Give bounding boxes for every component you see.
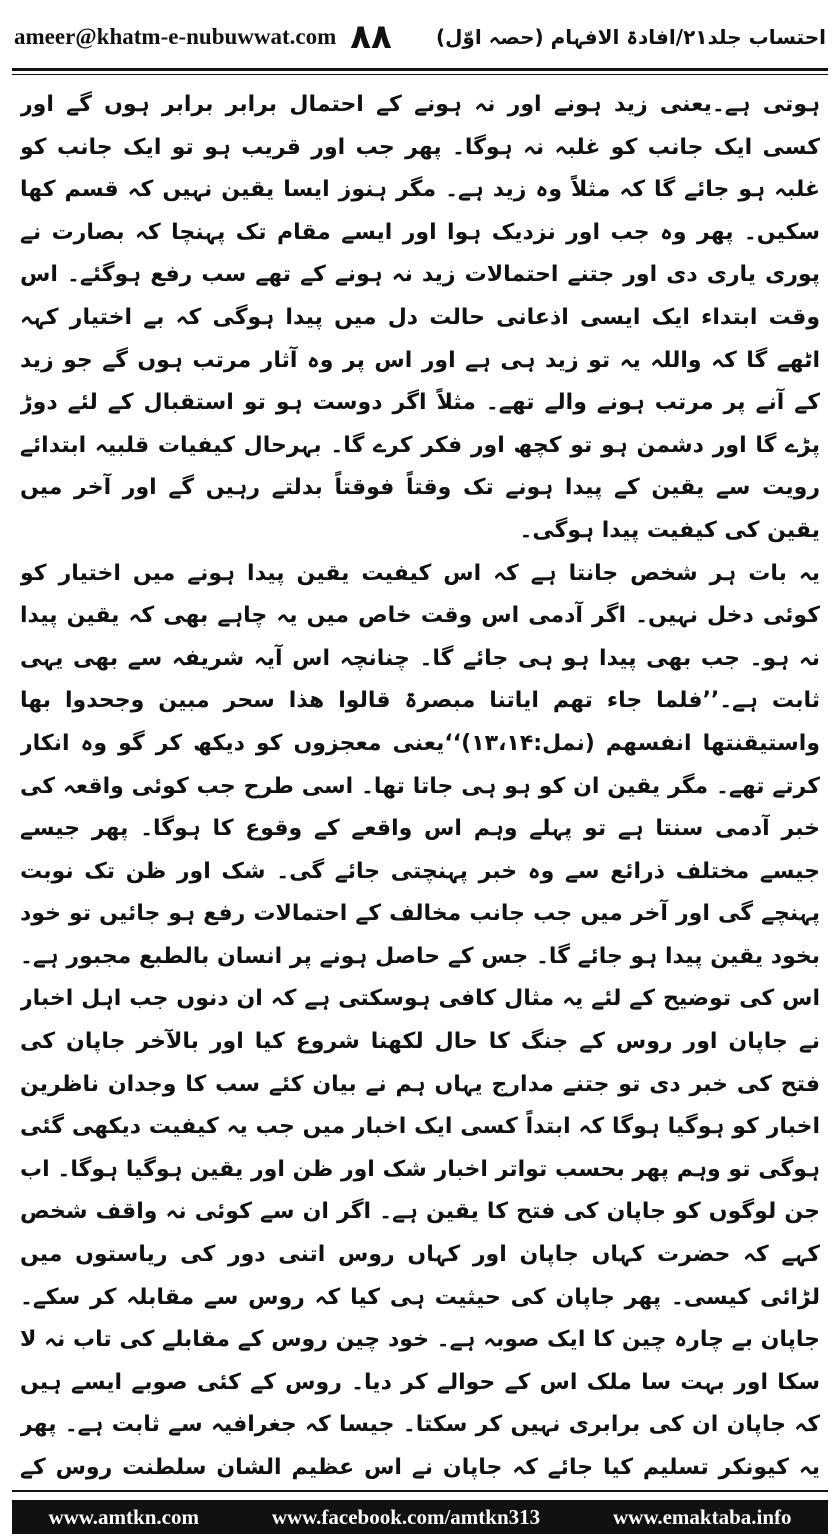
header-rule-thin <box>12 74 828 75</box>
page-number: ۸۸ <box>350 17 392 57</box>
header-rule <box>12 68 828 71</box>
paragraph-2: یہ بات ہر شخص جانتا ہے کہ اس کیفیت یقین پیدا ہونے میں اختیار کو کوئی دخل نہیں۔ اگر آدمی اس وقت خاص میں یہ چاہے بھی کہ یقین پیدا نہ ہو۔ جب بھی پیدا ہو ہی جائے گا۔ چنانچہ اس آیہ شریفہ سے بھی یہی ثابت ہے۔’’فلما جاء تھم ایاتنا مبصرۃ قالوا ھذا سحر مبین وجحدوا بھا واستیقنتھا انفسھم (نمل:۱۳،۱۴)‘‘یعنی معجزوں کو دیکھ کر گو وہ انکار کرتے تھے۔ مگر یقین ان کو ہو ہی جاتا تھا۔ اسی طرح جب کوئی واقعہ کی خبر آدمی سنتا ہے تو پہلے وہم اس واقعے کے وقوع کا ہوگا۔ پھر جیسے جیسے مختلف ذرائع سے وہ خبر پہنچتی جائے گی۔ شک اور ظن تک نوبت پہنچے گی اور آخر میں جب جانب مخالف کے احتمالات رفع ہو جائیں تو خود بخود یقین پیدا ہو جائے گا۔ جس کے حاصل ہونے پر انسان بالطبع مجبور ہے۔ اس کی توضیح کے لئے یہ مثال کافی ہوسکتی ہے کہ ان دنوں جب اہل اخبار نے جاپان اور روس کے جنگ کا حال لکھنا شروع کیا اور بالآخر جاپان کی فتح کی خبر دی تو جتنے مدارج یہاں ہم نے بیان کئے سب کا وجدان ناظرین اخبار کو ہوگیا ہوگا کہ ابتداً کسی ایک اخبار میں جب یہ کیفیت دیکھی گئی ہوگی تو وہم پھر بحسب تواتر اخبار شک اور ظن اور یقین ہوگیا ہوگا۔ اب جن لوگوں کو جاپان کی فتح کا یقین ہے۔ اگر ان سے کوئی نہ واقف شخص کہے کہ حضرت کہاں جاپان اور کہاں روس اتنی دور کی ریاستوں میں لڑائی کیسی۔ پھر جاپان کی حیثیت ہی کیا کہ روس سے مقابلہ کر سکے۔ جاپان بے چارہ چین کا ایک صوبہ ہے۔ خود چین روس کے مقابلے کی تاب نہ لا سکا اور بہت سا ملک اس کے حوالے کر دیا۔ روس کے کئی صوبے ایسے ہیں کہ جاپان ان کی برابری نہیں کر سکتا۔ جیسا کہ جغرافیہ سے ثابت ہے۔ پھر یہ کیونکر تسلیم کیا جائے کہ جاپان نے اس عظیم الشان سلطنت روس کے <box>20 560 820 1480</box>
page-footer <box>12 1500 828 1534</box>
footer-rule <box>12 1490 828 1492</box>
book-title: احتساب جلد۲۱/افادۃ الافہام (حصہ اوّل) <box>435 25 826 49</box>
footer-link-facebook[interactable]: www.facebook.com/amtkn313 <box>271 1504 541 1529</box>
header-email: ameer@khatm-e-nubuwwat.com <box>14 24 337 49</box>
page-header <box>14 8 826 66</box>
header-left-group <box>14 17 406 57</box>
paragraph-1: ہوتی ہے۔یعنی زید ہونے اور نہ ہونے کے احتمال برابر برابر ہوں گے اور کسی ایک جانب کو غلبہ نہ ہوگا۔ پھر جب اور قریب ہو تو ایک جانب کو غلبہ ہو جائے گا کہ مثلاً وہ زید ہے۔ مگر ہنوز ایسا یقین نہیں کہ قسم کھا سکیں۔ پھر وہ جب اور نزدیک ہوا اور ایسے مقام تک پہنچا کہ بصارت نے پوری یاری دی اور جتنے احتمالات زید نہ ہونے کے تھے سب رفع ہوگئے۔ اس وقت ابتداء ایک ایسی اذعانی حالت دل میں پیدا ہوگی کہ بے اختیار کہہ اٹھے گا کہ واللہ یہ تو زید ہی ہے اور اس پر وہ آثار مرتب ہوں گے جو زید کے آنے پر مرتب ہونے والے تھے۔ مثلاً اگر دوست ہو تو استقبال کے لئے دوڑ پڑے گا اور دشمن ہو تو کچھ اور فکر کرے گا۔ بہرحال کیفیات قلبیہ ابتدائے رویت سے یقین کے پیدا ہونے تک وقتاً فوقتاً بدلتے رہیں گے اور آخر میں یقین کی کیفیت پیدا ہوگی۔ <box>20 92 820 543</box>
page-body <box>20 84 820 1480</box>
footer-link-amtkn[interactable]: www.amtkn.com <box>48 1504 199 1529</box>
footer-link-emaktaba[interactable]: www.emaktaba.info <box>613 1504 792 1529</box>
